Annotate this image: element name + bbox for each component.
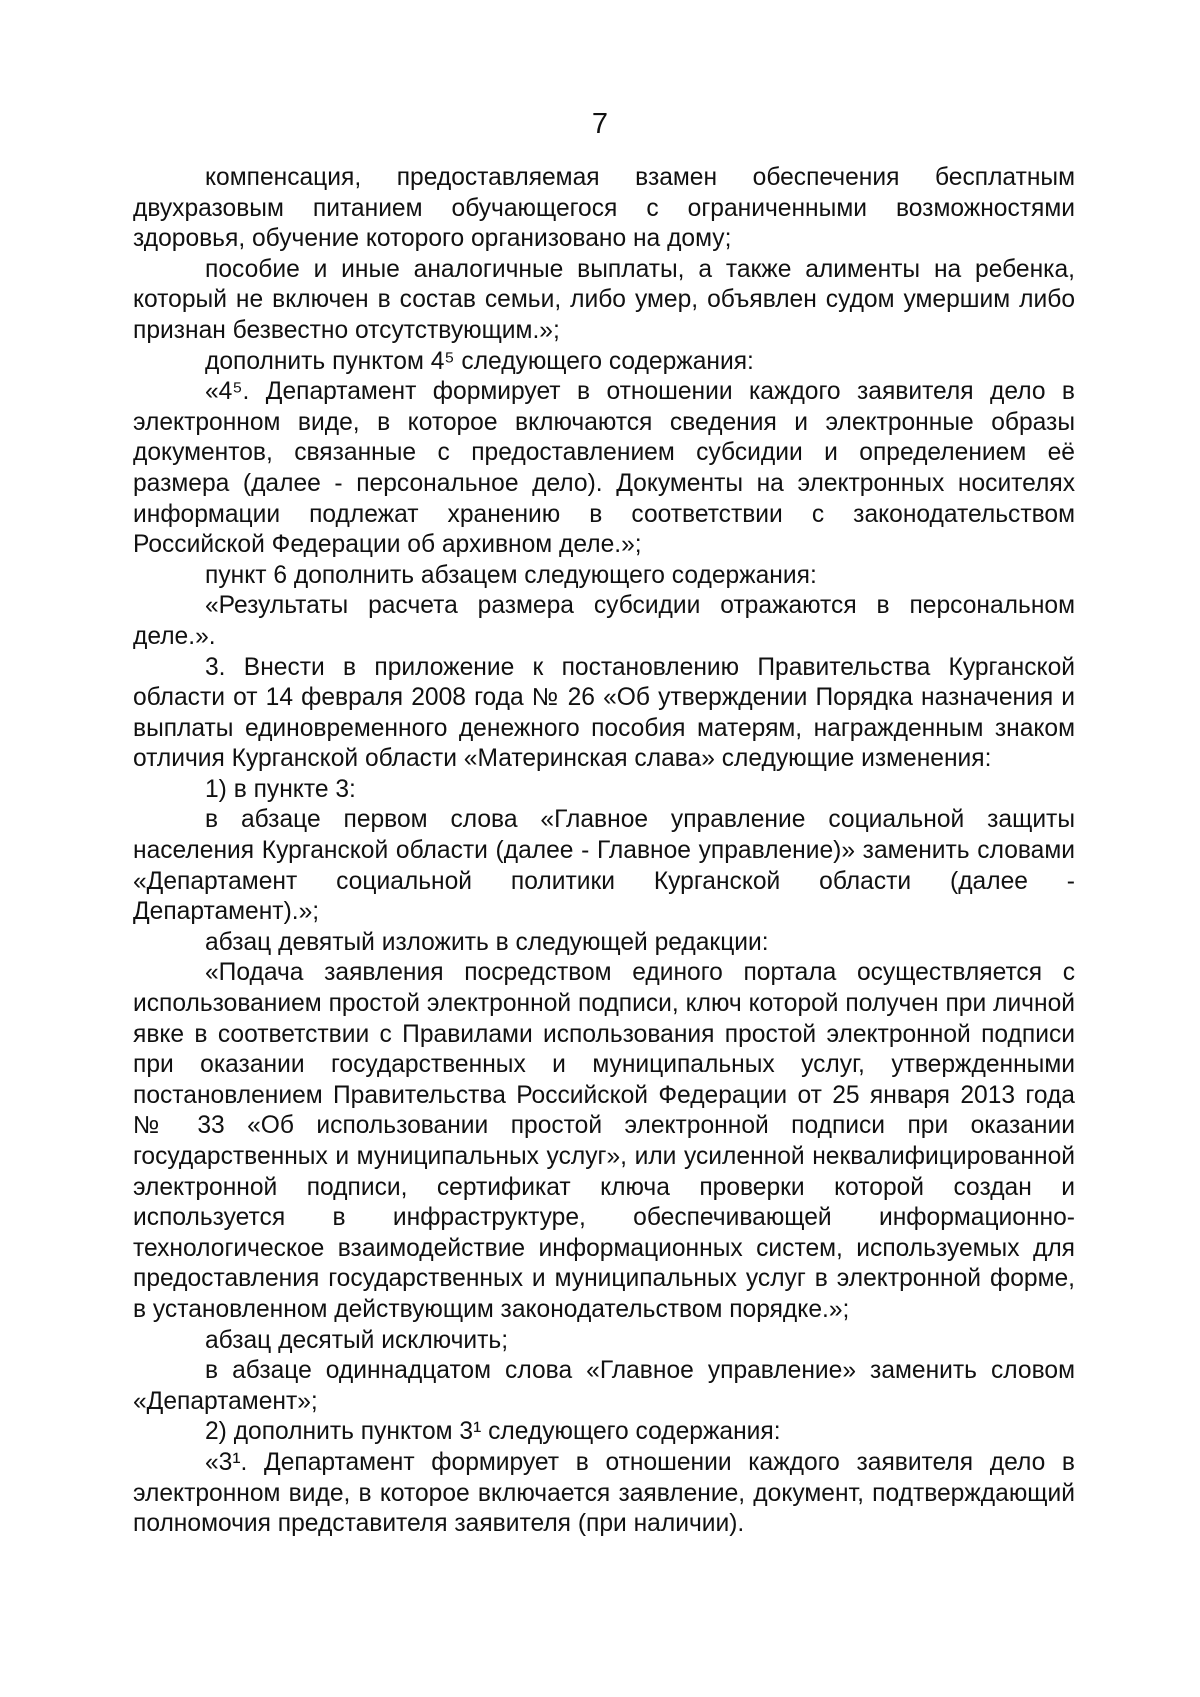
paragraph-14: 2) дополнить пунктом 3¹ следующего содержания: (205, 1418, 781, 1446)
paragraph-5: пункт 6 дополнить абзацем следующего содержания: (205, 561, 817, 589)
paragraph-11: «Подача заявления посредством единого портала осуществляется с использованием простой электронной подписи, ключ которой получен при личной явке в соответствии с Правилами использования простой электронной подписи при оказании государственных и муниципальных услуг, утвержденными постановлением Правительства Российской Федерации от 25 января 2013 года № 33 «Об использовании простой электронной подписи при оказании государственных и муниципальных услуг», или усиленной неквалифицированной электронной подписи, сертификат ключа проверки которой создан и используется в инфраструктуре, обеспечивающей информационно-технологическое взаимодействие информационных систем, используемых для предоставления государственных и муниципальных услуг в электронной форме, в установленном действующим законодательством порядке.»; (133, 959, 1075, 1323)
paragraph-8: 1) в пункте 3: (205, 775, 356, 803)
paragraph-9: в абзаце первом слова «Главное управление социальной защиты населения Курганской области (далее - Главное управление)» заменить словами «Департамент социальной политики Курганской области (далее - Департамент).»; (133, 806, 1075, 926)
document-body (133, 163, 1075, 1540)
paragraph-7: 3. Внести в приложение к постановлению Правительства Курганской области от 14 февраля 2008 года № 26 «Об утверждении Порядка назначения и выплаты единовременного денежного пособия матерям, награжденным знаком отличия Курганской области «Материнская слава» следующие изменения: (133, 653, 1075, 773)
paragraph-13: в абзаце одиннадцатом слова «Главное управление» заменить словом «Департамент»; (133, 1357, 1075, 1415)
paragraph-6: «Результаты расчета размера субсидии отражаются в персональном деле.». (133, 592, 1075, 650)
paragraph-3: дополнить пунктом 4⁵ следующего содержания: (205, 347, 754, 375)
paragraph-4: «4⁵. Департамент формирует в отношении каждого заявителя дело в электронном виде, в которое включаются сведения и электронные образы документов, связанные с предоставлением субсидии и определением её размера (далее - персональное дело). Документы на электронных носителях информации подлежат хранению в соответствии с законодательством Российской Федерации об архивном деле.»; (133, 378, 1075, 559)
page-number: 7 (591, 108, 609, 140)
paragraph-12: абзац десятый исключить; (205, 1326, 509, 1354)
paragraph-1: компенсация, предоставляемая взамен обеспечения бесплатным двухразовым питанием обучающегося с ограниченными возможностями здоровья, обучение которого организовано на дому; (133, 164, 1075, 253)
paragraph-15: «3¹. Департамент формирует в отношении каждого заявителя дело в электронном виде, в которое включается заявление, документ, подтверждающий полномочия представителя заявителя (при наличии). (133, 1448, 1075, 1538)
paragraph-2: пособие и иные аналогичные выплаты, а также алименты на ребенка, который не включен в состав семьи, либо умер, объявлен судом умершим либо признан безвестно отсутствующим.»; (133, 255, 1075, 344)
paragraph-10: абзац девятый изложить в следующей редакции: (205, 928, 769, 956)
